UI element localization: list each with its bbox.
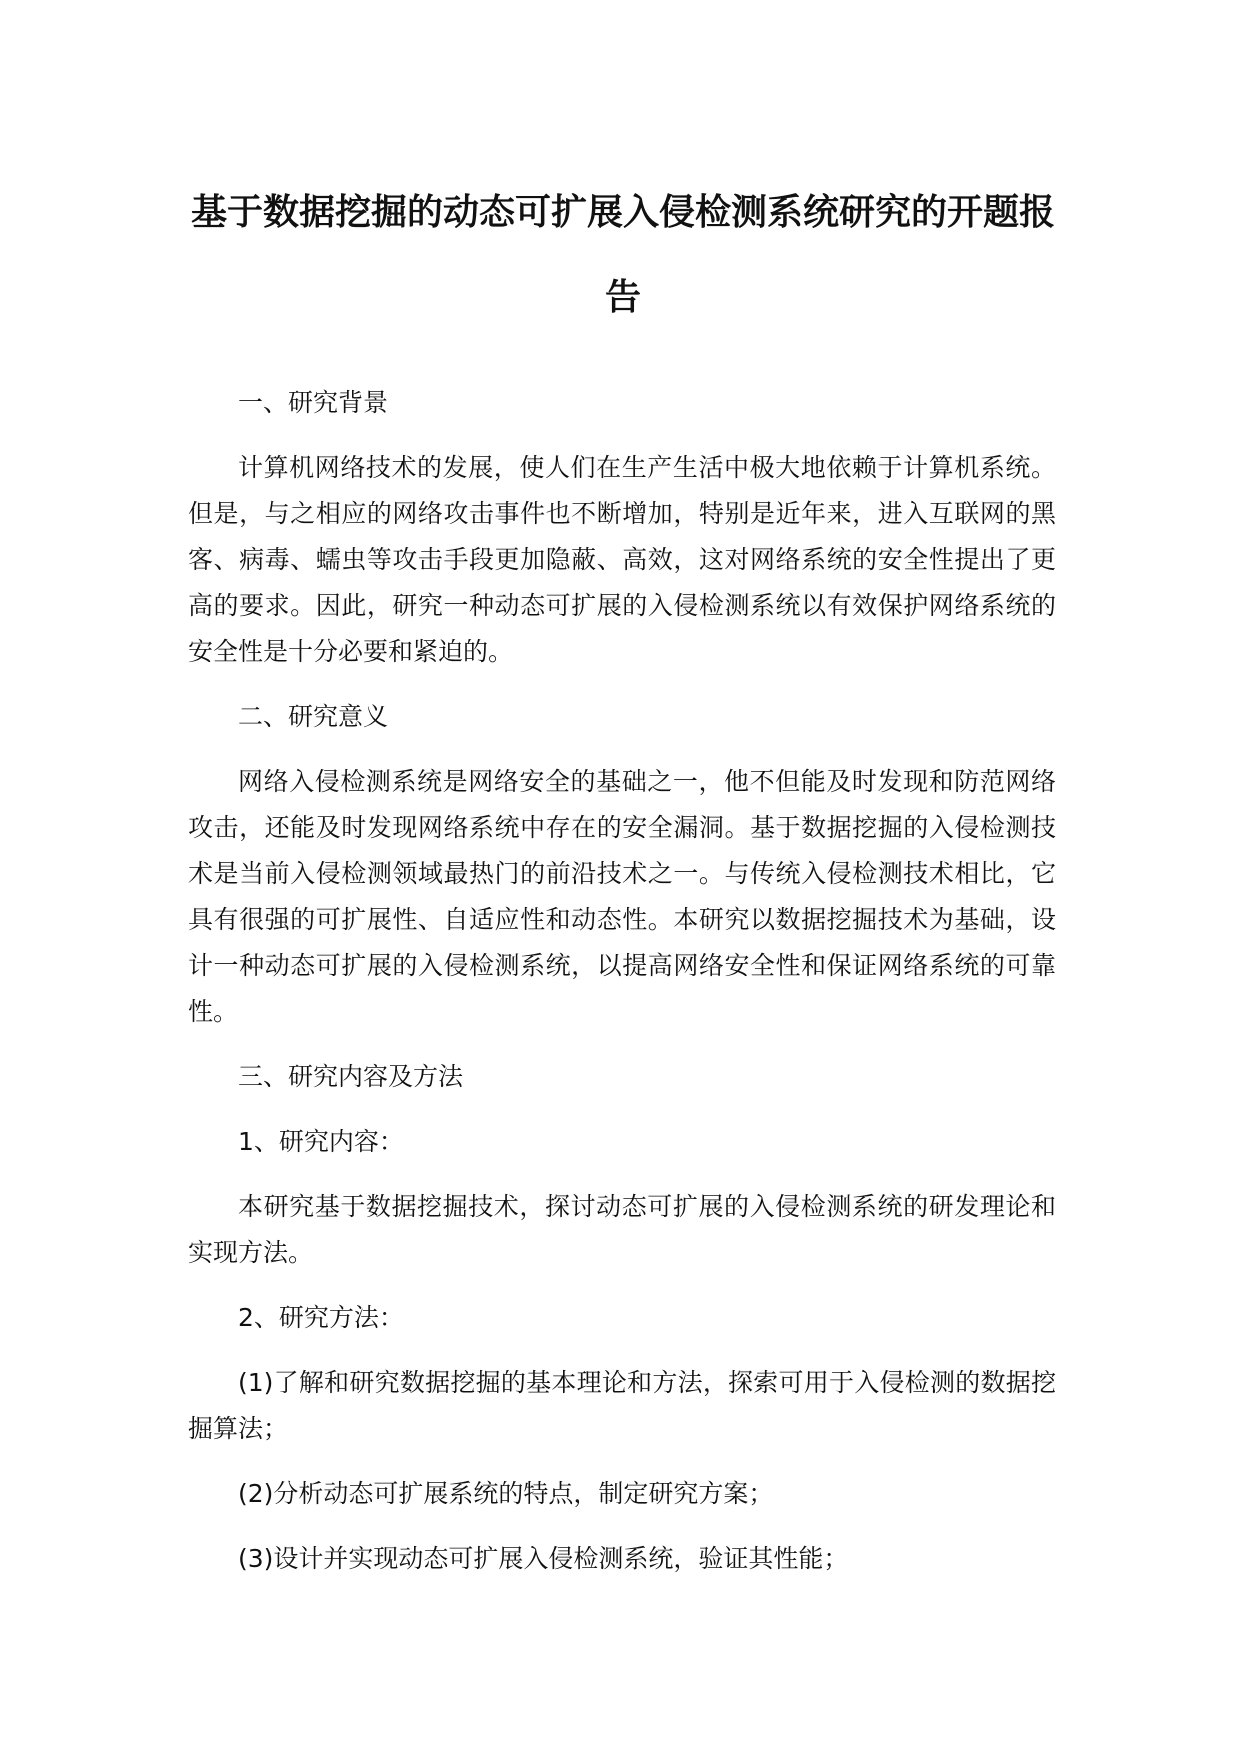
document-body <box>188 380 1056 1582</box>
paragraph-significance: 网络入侵检测系统是网络安全的基础之一，他不但能及时发现和防范网络攻击，还能及时发现网络系统中存在的安全漏洞。基于数据挖掘的入侵检测技术是当前入侵检测领域最热门的前沿技术之一。与传统入侵检测技术相比，它具有很强的可扩展性、自适应性和动态性。本研究以数据挖掘技术为基础，设计一种动态可扩展的入侵检测系统，以提高网络安全性和保证网络系统的可靠性。 <box>188 767 1056 1026</box>
subheading-research-content: 1、研究内容： <box>238 1127 404 1156</box>
document-title: 基于数据挖掘的动态可扩展入侵检测系统研究的开题报告 <box>190 192 1055 318</box>
paragraph-background: 计算机网络技术的发展，使人们在生产生活中极大地依赖于计算机系统。但是，与之相应的网络攻击事件也不断增加，特别是近年来，进入互联网的黑客、病毒、蠕虫等攻击手段更加隐蔽、高效，这对网络系统的安全性提出了更高的要求。因此，研究一种动态可扩展的入侵检测系统以有效保护网络系统的安全性是十分必要和紧迫的。 <box>188 453 1056 666</box>
subheading-research-methods: 2、研究方法： <box>238 1303 404 1332</box>
section-heading-background: 一、研究背景 <box>238 388 389 417</box>
list-item-method-2: (2)分析动态可扩展系统的特点，制定研究方案； <box>238 1479 774 1508</box>
section-heading-significance: 二、研究意义 <box>238 702 389 731</box>
section-heading-content-methods: 三、研究内容及方法 <box>238 1062 464 1091</box>
paragraph-research-content: 本研究基于数据挖掘技术，探讨动态可扩展的入侵检测系统的研发理论和实现方法。 <box>188 1192 1056 1267</box>
list-item-method-1: (1)了解和研究数据挖掘的基本理论和方法，探索可用于入侵检测的数据挖掘算法； <box>188 1368 1056 1443</box>
list-item-method-3: (3)设计并实现动态可扩展入侵检测系统，验证其性能； <box>238 1544 849 1573</box>
